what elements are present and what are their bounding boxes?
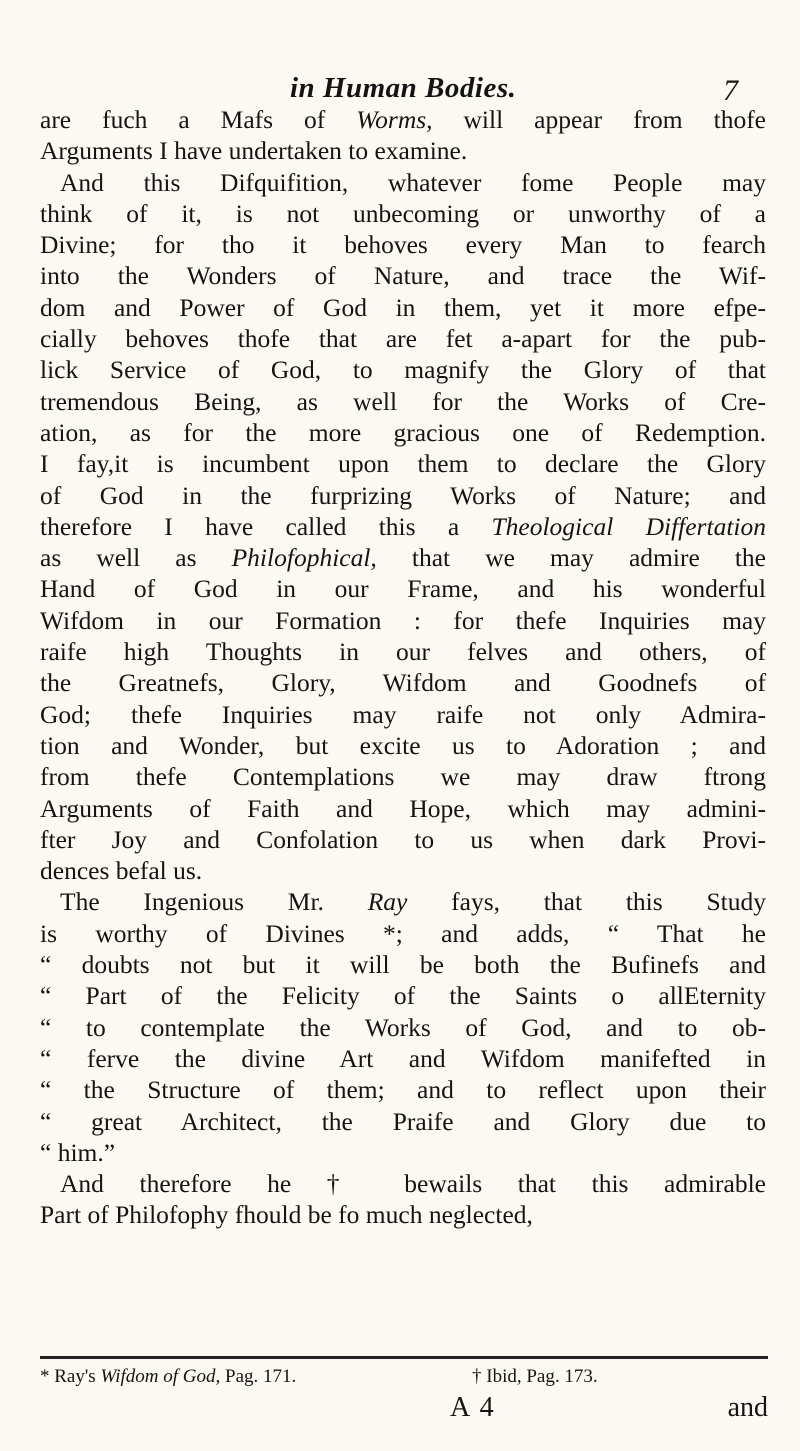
text-line xyxy=(40,886,766,917)
text-segment: “ him.” xyxy=(40,1137,116,1167)
text-line xyxy=(40,1012,766,1043)
signature-mark: A 4 xyxy=(450,1392,496,1423)
text-line xyxy=(40,980,766,1011)
text-line xyxy=(40,417,766,448)
text-line xyxy=(40,386,766,417)
text-segment: fter Joy and Confolation to us when dark Provi- xyxy=(40,824,766,854)
text-segment: Wifdom in our Formation : for thefe Inquiries may xyxy=(40,605,766,635)
text-segment: tion and Wonder, but excite us to Adoration ; and xyxy=(40,730,766,760)
text-line xyxy=(40,480,766,511)
text-segment: cially behoves thofe that are fet a-apart for the pub- xyxy=(40,324,766,354)
text-line xyxy=(40,949,766,980)
text-line xyxy=(40,260,766,291)
text-segment: “ Part of the Felicity of the Saints o allEternity xyxy=(40,981,766,1011)
footnote-ray-page: Pag. 171. xyxy=(220,1366,297,1387)
text-segment: Arguments I have undertaken to examine. xyxy=(40,136,468,166)
text-line xyxy=(40,699,766,730)
footnote-ray-title: Wifdom of God, xyxy=(100,1366,221,1387)
italic-segment: Worms, xyxy=(356,105,433,134)
italic-segment: Ray xyxy=(367,887,408,917)
text-line xyxy=(40,918,766,949)
text-segment: think of it, is not unbecoming or unworthy of a xyxy=(40,198,766,228)
text-segment: that we may admire the xyxy=(376,543,766,573)
text-segment: as well as xyxy=(40,543,232,573)
text-segment: from thefe Contemplations we may draw ftrong xyxy=(40,762,766,792)
text-line xyxy=(40,667,766,698)
footnote-ray-pre: Ray's xyxy=(49,1366,101,1387)
text-segment: God; thefe Inquiries may raife not only Admira- xyxy=(40,699,766,729)
body-text xyxy=(40,104,766,1231)
text-segment: is worthy of Divines *; and adds, “ That he xyxy=(40,918,766,948)
text-line xyxy=(40,1199,766,1230)
running-head xyxy=(0,72,800,106)
text-segment: the Greatnefs, Glory, Wifdom and Goodnefs of xyxy=(40,668,766,698)
catchword: and xyxy=(727,1392,768,1423)
text-line xyxy=(40,1106,766,1137)
text-segment: ation, as for the more gracious one of Redemption. xyxy=(40,417,766,447)
text-line xyxy=(40,229,766,260)
text-segment: of God in the furprizing Works of Nature; and xyxy=(40,480,766,510)
text-segment: into the Wonders of Nature, and trace the Wif- xyxy=(40,261,766,291)
text-line xyxy=(40,1168,766,1199)
text-segment: And therefore he † bewails that this admirable xyxy=(60,1169,766,1199)
text-segment: fays, that this Study xyxy=(407,887,766,917)
text-segment: “ ferve the divine Art and Wifdom manifefted in xyxy=(40,1043,766,1073)
text-line xyxy=(40,198,766,229)
text-segment: will appear from thofe xyxy=(432,105,766,134)
text-segment: Hand of God in our Frame, and his wonderful xyxy=(40,574,766,604)
text-line xyxy=(40,761,766,792)
text-segment: are fuch a Mafs of xyxy=(40,105,357,134)
text-segment: Arguments of Faith and Hope, which may admini- xyxy=(40,793,766,823)
footnote-rule xyxy=(40,1356,768,1359)
signature-line xyxy=(40,1392,768,1428)
text-line xyxy=(40,1043,766,1074)
text-line xyxy=(40,448,766,479)
text-line xyxy=(40,636,766,667)
text-line xyxy=(40,605,766,636)
text-line xyxy=(40,730,766,761)
italic-segment: Theological Differtation xyxy=(491,511,766,541)
text-segment: I fay,it is incumbent upon them to declare the Glory xyxy=(40,449,766,479)
text-line xyxy=(40,824,766,855)
footnote-ray-mark: * xyxy=(40,1366,50,1387)
running-title: in Human Bodies. xyxy=(290,72,517,104)
text-segment: And this Difquifition, whatever fome People may xyxy=(60,167,766,197)
text-segment: therefore I have called this a xyxy=(40,511,492,541)
text-line xyxy=(40,135,766,166)
text-segment: “ great Architect, the Praife and Glory due to xyxy=(40,1106,766,1136)
text-segment: “ to contemplate the Works of God, and to ob- xyxy=(40,1012,766,1042)
text-segment: Part of Philofophy fhould be fo much neglected, xyxy=(40,1200,533,1230)
page-number: 7 xyxy=(723,74,738,107)
text-segment: lick Service of God, to magnify the Glory of that xyxy=(40,355,766,385)
text-line xyxy=(40,354,766,385)
text-line xyxy=(40,855,766,886)
text-line xyxy=(40,542,766,573)
text-line xyxy=(40,104,766,135)
text-segment: dences befal us. xyxy=(40,856,203,886)
text-segment: tremendous Being, as well for the Works of Cre- xyxy=(40,386,766,416)
text-line xyxy=(40,323,766,354)
text-line xyxy=(40,167,766,198)
italic-segment: Philofophical, xyxy=(231,543,377,573)
text-line xyxy=(40,573,766,604)
text-segment: The Ingenious Mr. xyxy=(60,887,368,917)
footnote-ibid: † Ibid, Pag. 173. xyxy=(472,1366,598,1387)
text-segment: “ the Structure of them; and to reflect upon their xyxy=(40,1075,766,1105)
text-segment: dom and Power of God in them, yet it more efpe- xyxy=(40,292,766,322)
text-line xyxy=(40,511,766,542)
text-segment: raife high Thoughts in our felves and others, of xyxy=(40,637,766,667)
footnote-ray xyxy=(40,1366,296,1388)
text-line xyxy=(40,1074,766,1105)
text-line xyxy=(40,292,766,323)
text-line xyxy=(40,793,766,824)
text-line xyxy=(40,1137,766,1168)
text-segment: “ doubts not but it will be both the Bufinefs and xyxy=(40,950,766,980)
text-segment: Divine; for tho it behoves every Man to fearch xyxy=(40,230,766,260)
